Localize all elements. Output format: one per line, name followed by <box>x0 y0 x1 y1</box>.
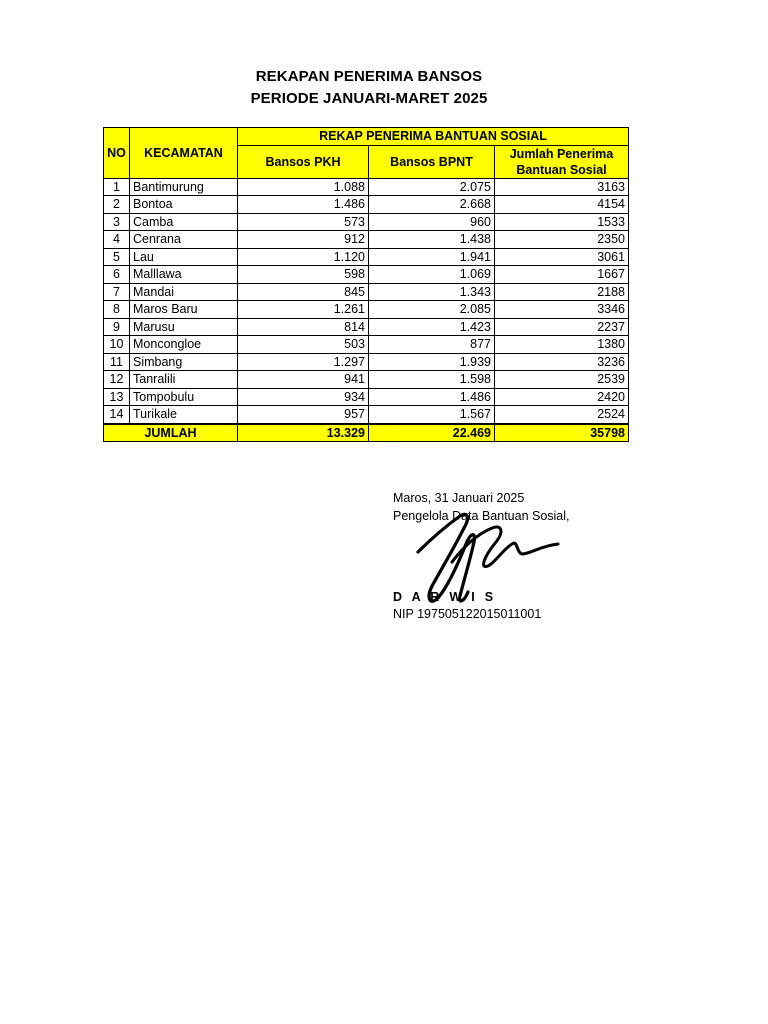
row-pkh: 912 <box>238 231 369 249</box>
header-jumlah <box>495 145 629 178</box>
row-kecamatan: Mandai <box>130 283 238 301</box>
total-bpnt: 22.469 <box>369 424 495 442</box>
row-pkh: 941 <box>238 371 369 389</box>
row-bpnt: 2.075 <box>369 178 495 196</box>
row-pkh: 1.297 <box>238 353 369 371</box>
row-pkh: 957 <box>238 406 369 424</box>
table-row <box>104 231 629 249</box>
row-no: 12 <box>104 371 130 389</box>
row-pkh: 845 <box>238 283 369 301</box>
table-row <box>104 336 629 354</box>
total-label: JUMLAH <box>104 424 238 442</box>
row-jumlah: 2237 <box>495 318 629 336</box>
row-no: 9 <box>104 318 130 336</box>
table-row <box>104 213 629 231</box>
row-no: 14 <box>104 406 130 424</box>
row-jumlah: 1533 <box>495 213 629 231</box>
table-row <box>104 406 629 424</box>
row-bpnt: 877 <box>369 336 495 354</box>
row-bpnt: 1.598 <box>369 371 495 389</box>
row-no: 8 <box>104 301 130 319</box>
row-kecamatan: Moncongloe <box>130 336 238 354</box>
total-row <box>104 424 629 442</box>
header-kecamatan: KECAMATAN <box>130 128 238 179</box>
row-jumlah: 3236 <box>495 353 629 371</box>
row-kecamatan: Cenrana <box>130 231 238 249</box>
row-kecamatan: Malllawa <box>130 266 238 284</box>
row-jumlah: 2420 <box>495 388 629 406</box>
row-no: 1 <box>104 178 130 196</box>
row-pkh: 1.088 <box>238 178 369 196</box>
table-row <box>104 266 629 284</box>
row-jumlah: 2350 <box>495 231 629 249</box>
recap-table <box>103 127 629 442</box>
row-jumlah: 2524 <box>495 406 629 424</box>
header-no: NO <box>104 128 130 179</box>
signatory-name: D A R W I S <box>393 590 497 604</box>
table-row <box>104 283 629 301</box>
row-no: 6 <box>104 266 130 284</box>
row-jumlah: 1667 <box>495 266 629 284</box>
row-pkh: 503 <box>238 336 369 354</box>
row-pkh: 814 <box>238 318 369 336</box>
header-jumlah-line1: Jumlah Penerima <box>509 146 614 161</box>
table-row <box>104 318 629 336</box>
row-bpnt: 1.343 <box>369 283 495 301</box>
row-kecamatan: Lau <box>130 248 238 266</box>
table-row <box>104 178 629 196</box>
row-bpnt: 1.486 <box>369 388 495 406</box>
row-kecamatan: Bontoa <box>130 196 238 214</box>
row-jumlah: 4154 <box>495 196 629 214</box>
document-period: PERIODE JANUARI-MARET 2025 <box>250 90 488 107</box>
row-jumlah: 3346 <box>495 301 629 319</box>
row-jumlah: 3061 <box>495 248 629 266</box>
header-bpnt: Bansos BPNT <box>369 145 495 178</box>
row-bpnt: 1.069 <box>369 266 495 284</box>
signature-role: Pengelola Data Bantuan Sosial, <box>393 509 570 523</box>
row-kecamatan: Maros Baru <box>130 301 238 319</box>
row-bpnt: 2.668 <box>369 196 495 214</box>
row-kecamatan: Camba <box>130 213 238 231</box>
row-no: 11 <box>104 353 130 371</box>
table-row <box>104 248 629 266</box>
row-pkh: 573 <box>238 213 369 231</box>
header-group-rekap: REKAP PENERIMA BANTUAN SOSIAL <box>238 128 629 146</box>
row-bpnt: 960 <box>369 213 495 231</box>
row-bpnt: 1.941 <box>369 248 495 266</box>
total-pkh: 13.329 <box>238 424 369 442</box>
table-row <box>104 301 629 319</box>
document-title: REKAPAN PENERIMA BANSOS <box>255 68 483 85</box>
row-kecamatan: Tompobulu <box>130 388 238 406</box>
row-jumlah: 2539 <box>495 371 629 389</box>
row-pkh: 1.120 <box>238 248 369 266</box>
row-bpnt: 1.423 <box>369 318 495 336</box>
row-kecamatan: Simbang <box>130 353 238 371</box>
row-pkh: 934 <box>238 388 369 406</box>
row-kecamatan: Bantimurung <box>130 178 238 196</box>
row-no: 5 <box>104 248 130 266</box>
row-kecamatan: Turikale <box>130 406 238 424</box>
row-jumlah: 3163 <box>495 178 629 196</box>
table-row <box>104 353 629 371</box>
table-row <box>104 388 629 406</box>
row-jumlah: 2188 <box>495 283 629 301</box>
signatory-nip: NIP 197505122015011001 <box>393 607 542 621</box>
row-bpnt: 1.438 <box>369 231 495 249</box>
row-no: 13 <box>104 388 130 406</box>
row-no: 10 <box>104 336 130 354</box>
row-no: 2 <box>104 196 130 214</box>
row-jumlah: 1380 <box>495 336 629 354</box>
header-jumlah-line2: Bantuan Sosial <box>516 162 607 177</box>
total-jumlah: 35798 <box>495 424 629 442</box>
signature-place-date: Maros, 31 Januari 2025 <box>393 491 525 505</box>
row-pkh: 1.486 <box>238 196 369 214</box>
row-pkh: 1.261 <box>238 301 369 319</box>
row-bpnt: 1.567 <box>369 406 495 424</box>
header-pkh: Bansos PKH <box>238 145 369 178</box>
table-row <box>104 371 629 389</box>
row-kecamatan: Marusu <box>130 318 238 336</box>
row-bpnt: 2.085 <box>369 301 495 319</box>
row-kecamatan: Tanralili <box>130 371 238 389</box>
table-row <box>104 196 629 214</box>
row-no: 4 <box>104 231 130 249</box>
row-no: 7 <box>104 283 130 301</box>
row-bpnt: 1.939 <box>369 353 495 371</box>
row-pkh: 598 <box>238 266 369 284</box>
row-no: 3 <box>104 213 130 231</box>
